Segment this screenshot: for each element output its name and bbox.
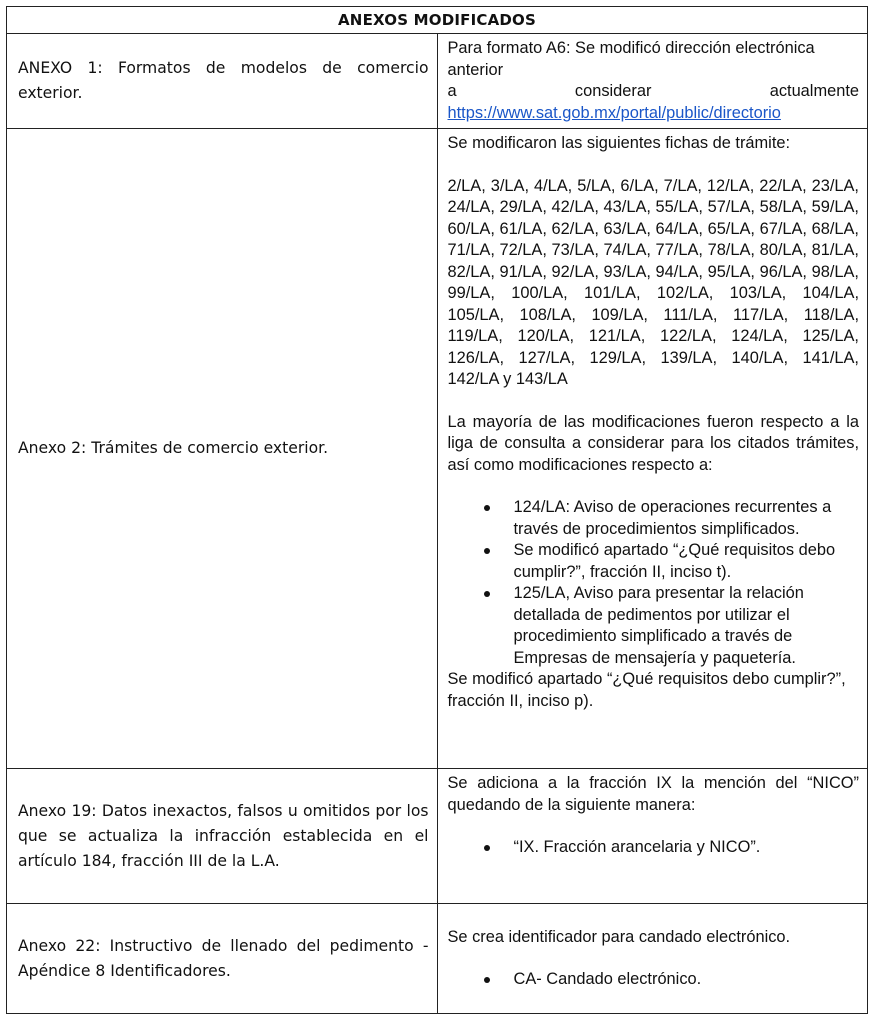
annex-2-description (437, 129, 868, 769)
annex-19-description (437, 769, 868, 904)
annex-1-description (437, 34, 868, 129)
list-item-text: 124/LA: Aviso de operaciones recurrentes a través de procedimientos simplificados. (513, 498, 832, 538)
list-item-text: CA- Candado electrónico. (513, 970, 702, 988)
annex-22-title: Anexo 22: Instructivo de llenado del pedimento - Apéndice 8 Identificadores. (7, 904, 438, 1014)
annex-19-title: Anexo 19: Datos inexactos, falsos u omitidos por los que se actualiza la infracción establecida en el artículo 184, fracción III de la L.A. (7, 769, 438, 904)
bullet-icon (484, 845, 490, 851)
bullet-icon (484, 548, 490, 554)
annex-22-intro: Se crea identificador para candado electrónico. (447, 927, 791, 946)
annex-19-intro: Se adiciona a la fracción IX la mención del “NICO” quedando de la siguiente manera: (447, 774, 859, 814)
annex-2-intro: Se modificaron las siguientes fichas de trámite: (447, 134, 791, 152)
list-item (448, 583, 860, 669)
bullet-icon (484, 505, 490, 511)
annex-1-title: ANEXO 1: Formatos de modelos de comercio exterior. (7, 34, 438, 129)
annex-2-title: Anexo 2: Trámites de comercio exterior. (7, 129, 438, 769)
annexes-table (6, 6, 868, 1014)
annex-19-bullet-list (448, 837, 860, 859)
bullet-icon (484, 591, 490, 597)
list-item-text: “IX. Fracción arancelaria y NICO”. (513, 838, 761, 856)
list-item (448, 497, 860, 540)
list-item (448, 969, 860, 991)
list-item-text: Se modificó apartado “¿Qué requisitos debo cumplir?”, fracción II, inciso t). (513, 541, 836, 581)
sat-directory-link[interactable]: https://www.sat.gob.mx/portal/public/directorio (447, 103, 781, 122)
annex-1-text-line2: a considerar actualmente (447, 82, 859, 100)
table-row (7, 904, 868, 1014)
table-row (7, 769, 868, 904)
annex-1-text-line1: Para formato A6: Se modificó dirección electrónica anterior (447, 39, 815, 79)
annex-2-paragraph: La mayoría de las modificaciones fueron respecto a la liga de consulta a considerar para los citados trámites, así como modificaciones respecto a: (447, 412, 859, 474)
annex-22-bullet-list (448, 969, 860, 991)
table-row (7, 129, 868, 769)
table-row (7, 34, 868, 129)
table-header: ANEXOS MODIFICADOS (7, 7, 868, 34)
annex-22-description (437, 904, 868, 1014)
list-item (448, 837, 860, 859)
list-item (448, 540, 860, 583)
annex-2-bullet-list (448, 497, 860, 669)
bullet-icon (484, 977, 490, 983)
annex-2-closing: Se modificó apartado “¿Qué requisitos debo cumplir?”, fracción II, inciso p). (447, 670, 846, 710)
list-item-text: 125/LA, Aviso para presentar la relación detallada de pedimentos por utilizar el procedimiento simplificado a través de Empresas de mensajería y paquetería. (513, 584, 804, 667)
annex-2-fichas-list: 2/LA, 3/LA, 4/LA, 5/LA, 6/LA, 7/LA, 12/LA, 22/LA, 23/LA, 24/LA, 29/LA, 42/LA, 43/LA, 55/LA, 57/LA, 58/LA, 59/LA, 60/LA, 61/LA, 62/LA, 63/LA, 64/LA, 65/LA, 67/LA, 68/LA, 71/LA, 72/LA, 73/LA, 74/LA, 77/LA, 78/LA, 80/LA, 81/LA, 82/LA, 91/LA, 92/LA, 93/LA, 94/LA, 95/LA, 96/LA, 98/LA, 99/LA, 100/LA, 101/LA, 102/LA, 103/LA, 104/LA, 105/LA, 108/LA, 109/LA, 111/LA, 117/LA, 118/LA, 119/LA, 120/LA, 121/LA, 122/LA, 124/LA, 125/LA, 126/LA, 127/LA, 129/LA, 139/LA, 140/LA, 141/LA, 142/LA y 143/LA (447, 176, 859, 388)
